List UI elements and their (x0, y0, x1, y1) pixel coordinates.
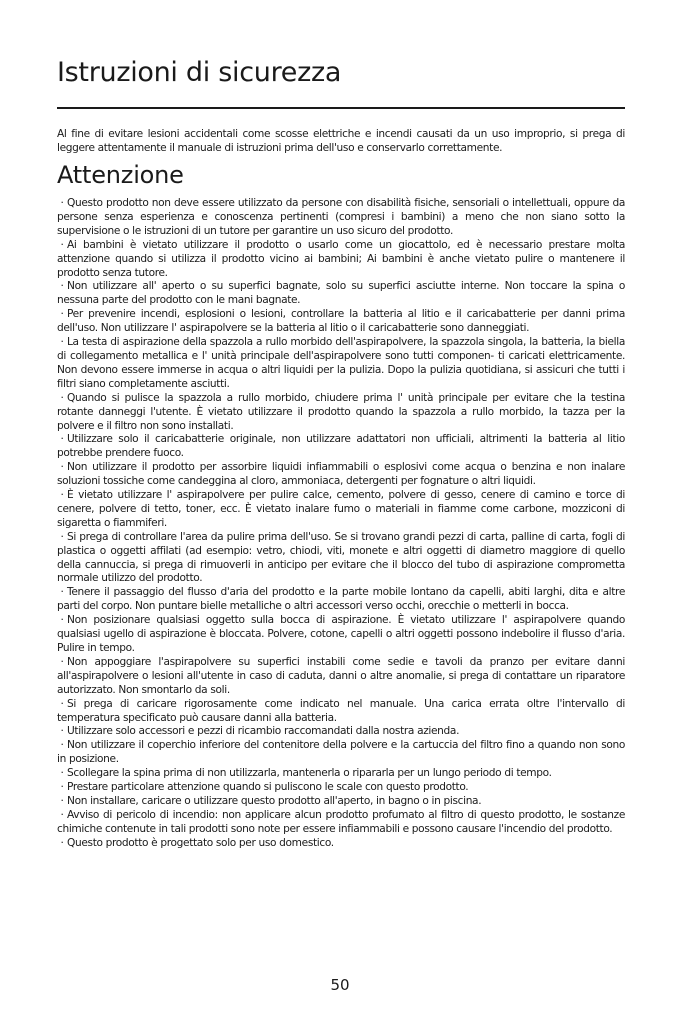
bullet-mark: · (60, 280, 64, 293)
warning-item (57, 531, 625, 587)
bullet-mark: · (60, 336, 64, 349)
warning-text: Utilizzare solo accessori e pezzi di ricambio raccomandati dalla nostra azienda. (67, 725, 460, 738)
warning-text: È vietato utilizzare l' aspirapolvere per pulire calce, cemento, polvere di gesso, cenere di camino e torce di cenere, polvere di tetto, toner, ecc. È vietato inalare fumo o materiali in fiamme come carbone, mozziconi di sigaretta o fiammiferi. (57, 489, 625, 529)
bullet-mark: · (60, 781, 64, 794)
warning-text: Non installare, caricare o utilizzare questo prodotto all'aperto, in bagno o in piscina. (67, 794, 482, 807)
warning-item (57, 433, 625, 461)
bullet-mark: · (60, 767, 64, 780)
warning-text: Questo prodotto non deve essere utilizzato da persone con disabilità fisiche, sensoriali o intellettuali, oppure da persone senza esperienza e conoscenza pertinenti (compresi i bambini) a meno che non siano sotto la supervisione o le istruzioni di un tutore per garantire un uso sicuro del prodotto. (57, 197, 625, 237)
warning-text: Non utilizzare il prodotto per assorbire liquidi infiammabili o esplosivi come acqua o benzina e non inalare soluzioni tossiche come candeggina al cloro, ammoniaca, detergenti per fognature o altri liquidi. (57, 461, 625, 488)
page-title: Istruzioni di sicurezza (57, 57, 342, 88)
bullet-mark: · (60, 433, 64, 446)
warning-item (57, 656, 625, 698)
warning-item (57, 837, 625, 851)
page-number: 50 (330, 976, 350, 994)
warning-text: Non utilizzare all' aperto o su superfici bagnate, solo su superfici asciutte interne. Non toccare la spina o nessuna parte del prodotto con le mani bagnate. (57, 280, 625, 307)
warning-text: Non utilizzare il coperchio inferiore del contenitore della polvere e la cartuccia del filtro fino a quando non sono in posizione. (57, 739, 625, 766)
bullet-mark: · (60, 308, 64, 321)
bullet-mark: · (60, 391, 64, 404)
warning-item (57, 781, 625, 795)
warning-item (57, 725, 625, 739)
warning-item (57, 739, 625, 767)
warning-text: La testa di aspirazione della spazzola a rullo morbido dell'aspirapolvere, la spazzola singola, la batteria, la biella di collegamento metallica e l' unità principale dell'aspirapolvere sono tutti componen- ti caricati elettricamente. Non devono essere immerse in acqua o altri liquidi per la pulizia. Dopo la pulizia quotidiana, si assicuri che tutti i filtri siano completamente asciutti. (57, 336, 625, 390)
bullet-mark: · (60, 794, 64, 807)
bullet-mark: · (60, 697, 64, 710)
bullet-mark: · (60, 808, 64, 821)
warning-item (57, 767, 625, 781)
bullet-mark: · (60, 489, 64, 502)
bullet-mark: · (60, 614, 64, 627)
warning-text: Non posizionare qualsiasi oggetto sulla bocca di aspirazione. È vietato utilizzare l' aspirapolvere quando qualsiasi ugello di aspirazione è bloccata. Polvere, cotone, capelli o altri oggetti possono indebolire il flusso d'aria. Pulire in tempo. (57, 614, 625, 654)
bullet-mark: · (60, 197, 64, 209)
warning-item (57, 461, 625, 489)
warning-text: Avviso di pericolo di incendio: non applicare alcun prodotto profumato al filtro di questo prodotto, le sostanze chimiche contenute in tali prodotti sono note per essere infiammabili e possono causare l'incendio del prodotto. (57, 808, 625, 835)
warning-item (57, 197, 625, 239)
bullet-mark: · (60, 739, 64, 752)
warning-item (57, 809, 625, 837)
warning-item (57, 614, 625, 656)
warning-item (57, 280, 625, 308)
bullet-mark: · (60, 586, 64, 599)
warning-list (57, 197, 625, 851)
bullet-mark: · (60, 725, 64, 738)
warning-item (57, 308, 625, 336)
bullet-mark: · (60, 836, 64, 849)
warning-item (57, 586, 625, 614)
bullet-mark: · (60, 238, 64, 251)
section-heading: Attenzione (57, 161, 184, 189)
warning-text: Scollegare la spina prima di non utilizzarla, mantenerla o ripararla per un lungo periodo di tempo. (67, 767, 552, 780)
warning-text: Tenere il passaggio del flusso d'aria del prodotto e la parte mobile lontano da capelli, abiti larghi, dita e altre parti del corpo. Non puntare bielle metalliche o altri accessori verso occhi, orecchie o metterli in bocca. (57, 586, 625, 613)
intro-paragraph: Al fine di evitare lesioni accidentali come scosse elettriche e incendi causati da un uso improprio, si prega di leggere attentamente il manuale di istruzioni prima dell'uso e conservarlo correttamente. (57, 128, 625, 154)
warning-text: Prestare particolare attenzione quando si puliscono le scale con questo prodotto. (67, 781, 469, 794)
warning-item (57, 698, 625, 726)
warning-item (57, 336, 625, 392)
warning-item (57, 239, 625, 281)
bullet-mark: · (60, 530, 64, 543)
warning-text: Si prega di controllare l'area da pulire prima dell'uso. Se si trovano grandi pezzi di carta, palline di carta, fogli di plastica o oggetti affilati (ad esempio: vetro, chiodi, viti, monete e altri oggetti di diametro maggiore di quello della cannuccia, si prega di rimuoverli in anticipo per evitare che il blocco del tubo di aspirazione comprometta normale utilizzo del prodotto. (57, 530, 625, 585)
warning-text: Non appoggiare l'aspirapolvere su superfici instabili come sedie e tavoli da pranzo per evitare danni all'aspirapolvere o lesioni all'utente in caso di caduta, danni o altre anomalie, si prega di contattare un riparatore autorizzato. Non smontarlo da soli. (57, 655, 625, 696)
warning-text: Utilizzare solo il caricabatterie originale, non utilizzare adattatori non ufficiali, altrimenti la batteria al litio potrebbe prendere fuoco. (57, 433, 625, 460)
warning-text: Questo prodotto è progettato solo per uso domestico. (67, 836, 334, 849)
warning-text: Si prega di caricare rigorosamente come indicato nel manuale. Una carica errata oltre l'intervallo di temperatura specificato può causare danni alla batteria. (57, 697, 625, 724)
warning-item (57, 392, 625, 434)
bullet-mark: · (60, 461, 64, 474)
warning-item (57, 489, 625, 531)
warning-text: Ai bambini è vietato utilizzare il prodotto o usarlo come un giocattolo, ed è necessario prestare molta attenzione quando si utilizza il prodotto vicino ai bambini; Ai bambini è anche vietato pulire o mantenere il prodotto senza tutore. (57, 238, 625, 279)
warning-item (57, 795, 625, 809)
warning-text: Quando si pulisce la spazzola a rullo morbido, chiudere prima l' unità principale per evitare che la testina rotante danneggi l'utente. È vietato utilizzare il prodotto quando la spazzola a rullo morbido, la tazza per la polvere e il filtro non sono installati. (57, 391, 625, 432)
warning-text: Per prevenire incendi, esplosioni o lesioni, controllare la batteria al litio e il caricabatterie per danni prima dell'uso. Non utilizzare l' aspirapolvere se la batteria al litio o il caricabatterie sono danneggiati. (57, 308, 625, 335)
bullet-mark: · (60, 655, 64, 668)
title-divider (57, 107, 625, 109)
